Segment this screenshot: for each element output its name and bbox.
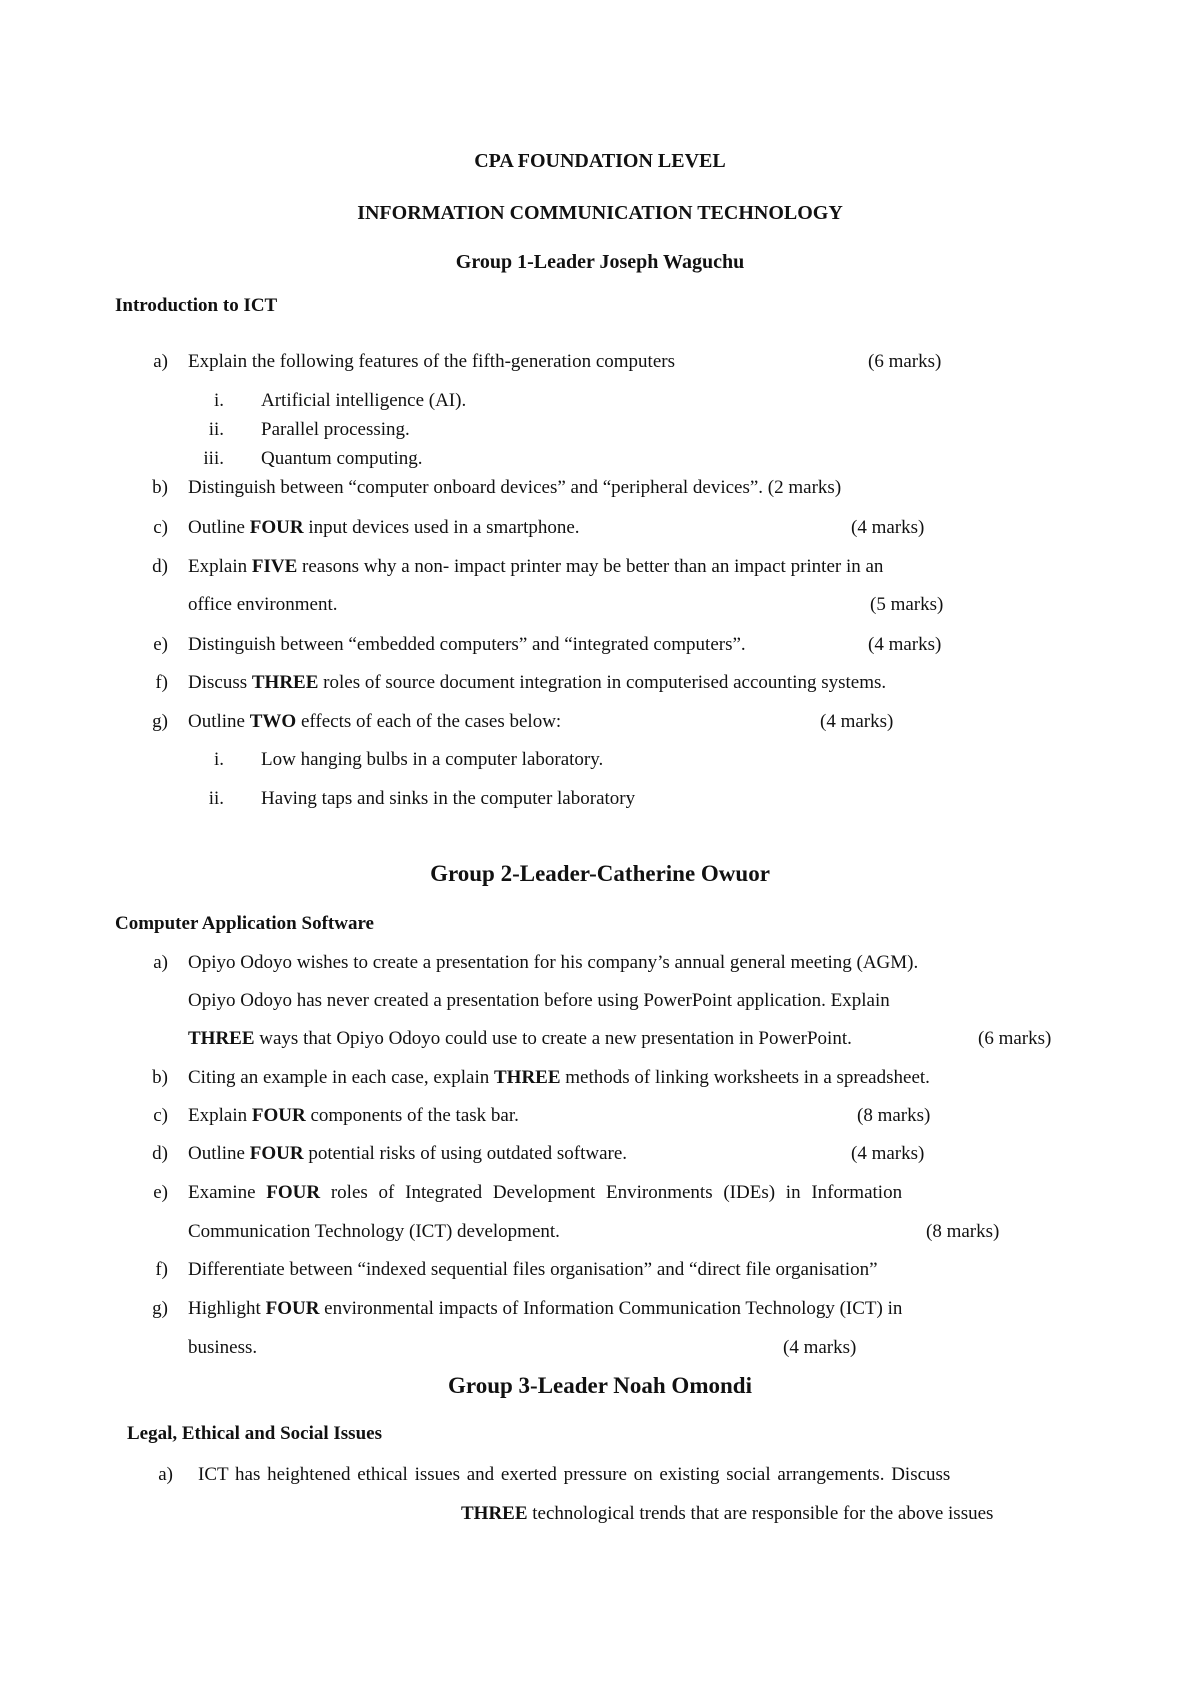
- g2-qg-label: g): [152, 1298, 168, 1319]
- g1-qa-marks: (6 marks): [868, 351, 942, 372]
- g2-qf-label: f): [155, 1259, 168, 1280]
- g3-qa-text-line1: ICT has heightened ethical issues and exerted pressure on existing social arrangements. Discuss: [198, 1464, 951, 1485]
- g1-qa-label: a): [153, 351, 168, 372]
- document-title: CPA FOUNDATION LEVEL: [474, 150, 726, 172]
- group1-section-title: Introduction to ICT: [115, 295, 278, 316]
- g2-qa-text-line1: Opiyo Odoyo wishes to create a presentation for his company’s annual general meeting (AGM).: [188, 952, 919, 973]
- g1-qf-text: Discuss THREE roles of source document integration in computerised accounting systems.: [188, 672, 887, 693]
- g2-qc-text: Explain FOUR components of the task bar.: [188, 1105, 519, 1126]
- g1-qa-text: Explain the following features of the fifth-generation computers: [188, 351, 675, 372]
- g1-qc-label: c): [153, 517, 168, 538]
- g1-qg-marks: (4 marks): [820, 711, 894, 732]
- g1-qa-sub1-label: i.: [213, 390, 224, 411]
- g2-qd-label: d): [152, 1143, 168, 1164]
- g1-qe-label: e): [153, 634, 168, 655]
- g1-qe-marks: (4 marks): [868, 634, 942, 655]
- g2-qa-marks: (6 marks): [978, 1028, 1052, 1049]
- g1-qc-text: Outline FOUR input devices used in a smartphone.: [188, 517, 580, 538]
- g1-qg-sub1-text: Low hanging bulbs in a computer laboratory.: [261, 749, 604, 770]
- group3-heading: Group 3-Leader Noah Omondi: [448, 1373, 752, 1398]
- document-subject: INFORMATION COMMUNICATION TECHNOLOGY: [357, 202, 843, 224]
- g1-qg-sub2-text: Having taps and sinks in the computer laboratory: [261, 788, 636, 809]
- g1-qd-text: Explain FIVE reasons why a non- impact printer may be better than an impact printer in an: [188, 556, 884, 577]
- g2-qg-text-line2: business.: [188, 1337, 258, 1358]
- g1-qa-sub2-label: ii.: [208, 419, 224, 440]
- g2-qe-marks: (8 marks): [926, 1221, 1000, 1242]
- g1-qa-sub3-text: Quantum computing.: [261, 448, 423, 469]
- group2-section-title: Computer Application Software: [115, 913, 374, 934]
- g1-qb-label: b): [152, 477, 168, 498]
- g1-qb-text: Distinguish between “computer onboard devices” and “peripheral devices”. (2 marks): [188, 477, 842, 498]
- g2-qa-label: a): [153, 952, 168, 973]
- g1-qg-label: g): [152, 711, 168, 732]
- g1-qf-label: f): [155, 672, 168, 693]
- group2-heading: Group 2-Leader-Catherine Owuor: [430, 861, 770, 886]
- g2-qf-text: Differentiate between “indexed sequential files organisation” and “direct file organisation”: [188, 1259, 878, 1280]
- g1-qd-marks: (5 marks): [870, 594, 944, 615]
- g2-qe-label: e): [153, 1182, 168, 1203]
- g2-qc-marks: (8 marks): [857, 1105, 931, 1126]
- g2-qa-text-line2: Opiyo Odoyo has never created a presentation before using PowerPoint application. Explain: [188, 990, 890, 1011]
- g2-qc-label: c): [153, 1105, 168, 1126]
- g1-qg-sub2-label: ii.: [208, 788, 224, 809]
- g1-qd-label: d): [152, 556, 168, 577]
- g1-qg-sub1-label: i.: [213, 749, 224, 770]
- g1-qc-marks: (4 marks): [851, 517, 925, 538]
- g2-qa-text-line3: THREE ways that Opiyo Odoyo could use to create a new presentation in PowerPoint.: [188, 1028, 852, 1049]
- g2-qg-marks: (4 marks): [783, 1337, 857, 1358]
- g2-qb-text: Citing an example in each case, explain THREE methods of linking worksheets in a spreadsheet.: [188, 1067, 930, 1088]
- g1-qa-sub2-text: Parallel processing.: [261, 419, 410, 440]
- g1-qg-text: Outline TWO effects of each of the cases below:: [188, 711, 562, 732]
- group3-section-title: Legal, Ethical and Social Issues: [127, 1423, 382, 1444]
- g1-qa-sub1-text: Artificial intelligence (AI).: [261, 390, 467, 411]
- g2-qe-text-line2: Communication Technology (ICT) development.: [188, 1221, 560, 1242]
- g2-qg-text: Highlight FOUR environmental impacts of Information Communication Technology (ICT) in: [188, 1298, 903, 1319]
- g2-qe-text: Examine FOUR roles of Integrated Development Environments (IDEs) in Information: [188, 1182, 903, 1203]
- g2-qd-text: Outline FOUR potential risks of using outdated software.: [188, 1143, 628, 1164]
- g3-qa-label: a): [158, 1464, 173, 1485]
- g3-qa-text-line2: THREE technological trends that are responsible for the above issues: [461, 1503, 994, 1524]
- g1-qa-sub3-label: iii.: [203, 448, 224, 469]
- g2-qd-marks: (4 marks): [851, 1143, 925, 1164]
- group1-heading: Group 1-Leader Joseph Waguchu: [455, 251, 745, 273]
- g1-qd-text-line2: office environment.: [188, 594, 338, 615]
- g1-qe-text: Distinguish between “embedded computers” and “integrated computers”.: [188, 634, 746, 655]
- g2-qb-label: b): [152, 1067, 168, 1088]
